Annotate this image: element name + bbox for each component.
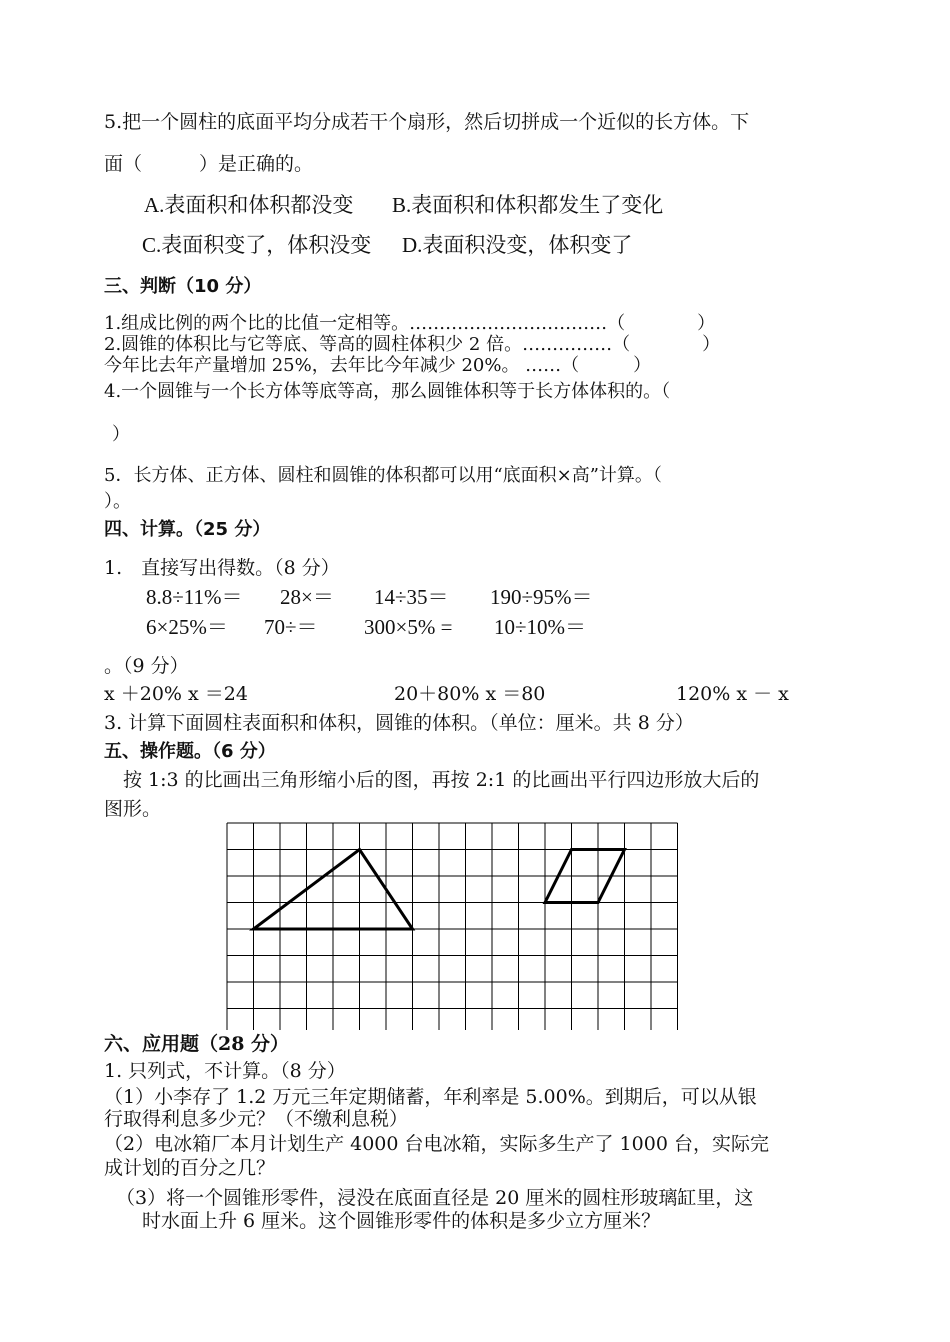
problem-3-line2: 时水面上升 6 厘米。这个圆锥形零件的体积是多少立方厘米？: [142, 1210, 661, 1232]
section-5-title: 五、操作题。（6 分）: [104, 741, 276, 762]
q5-line1: 5.把一个圆柱的底面平均分成若干个扇形，然后切拼成一个近似的长方体。下: [104, 111, 750, 133]
judge-5: 5．长方体、正方体、圆柱和圆锥的体积都可以用“底面积×高”计算。（: [104, 465, 662, 486]
calc-r2-2: 70÷＝: [264, 615, 318, 639]
judge-2: 2.圆锥的体积比与它等底、等高的圆柱体积少 2 倍。……………（ ）: [104, 334, 721, 355]
q5-option-d: D.表面积没变，体积变了: [402, 233, 633, 257]
problem-2-line2: 成计划的百分之几？: [104, 1157, 276, 1179]
calc-r1-3: 14÷35＝: [374, 585, 449, 609]
q5-option-a: A.表面积和体积都没变: [144, 193, 354, 217]
operation-instruction-2: 图形。: [104, 798, 162, 820]
calc-r2-3: 300×5% =: [364, 615, 453, 639]
calc-1-heading: 1. 直接写出得数。（8 分）: [104, 557, 340, 579]
q5-option-c: C.表面积变了，体积没变: [142, 233, 372, 257]
calc-r1-2: 28×＝: [280, 585, 334, 609]
judge-4-end: ）: [112, 424, 130, 445]
drawing-grid: [226, 822, 680, 1030]
calc-3-heading: 3. 计算下面圆柱表面积和体积，圆锥的体积。（单位：厘米。共 8 分）: [104, 712, 694, 734]
section-4-title: 四、计算。（25 分）: [104, 519, 271, 540]
equation-3: 120% x － x: [676, 683, 789, 705]
q5-line2: 面（ ）是正确的。: [104, 153, 314, 175]
calc-2-heading: 。（9 分）: [104, 655, 189, 677]
equation-1: x ＋20% x ＝24: [104, 683, 248, 705]
section-3-title: 三、判断（10 分）: [104, 276, 262, 297]
problem-1-line1: （1）小李存了 1.2 万元三年定期储蓄，年利率是 5.00%。到期后，可以从银: [104, 1086, 757, 1108]
calc-r2-4: 10÷10%＝: [494, 615, 587, 639]
application-1-heading: 1. 只列式，不计算。（8 分）: [104, 1060, 346, 1082]
calc-r1-4: 190÷95%＝: [490, 585, 593, 609]
judge-5-end: ）。: [104, 491, 131, 512]
calc-r2-1: 6×25%＝: [146, 615, 228, 639]
calc-r1-1: 8.8÷11%＝: [146, 585, 243, 609]
operation-instruction-1: 按 1:3 的比画出三角形缩小后的图，再按 2:1 的比画出平行四边形放大后的: [104, 769, 760, 791]
section-6-title: 六、应用题（28 分）: [104, 1033, 290, 1055]
judge-1: 1.组成比例的两个比的比值一定相等。……………………………（ ）: [104, 313, 716, 334]
judge-4: 4.一个圆锥与一个长方体等底等高，那么圆锥体积等于长方体体积的。（: [104, 381, 671, 402]
q5-option-b: B.表面积和体积都发生了变化: [392, 193, 664, 217]
problem-2-line1: （2）电冰箱厂本月计划生产 4000 台电冰箱，实际多生产了 1000 台，实际完: [104, 1133, 769, 1155]
problem-1-line2: 行取得利息多少元？（不缴利息税）: [104, 1108, 409, 1130]
equation-2: 20＋80% x ＝80: [394, 683, 546, 705]
problem-3-line1: （3）将一个圆锥形零件，浸没在底面直径是 20 厘米的圆柱形玻璃缸里，这: [116, 1187, 754, 1209]
judge-3: 今年比去年产量增加 25%，去年比今年减少 20%。 ……（ ）: [104, 355, 652, 376]
